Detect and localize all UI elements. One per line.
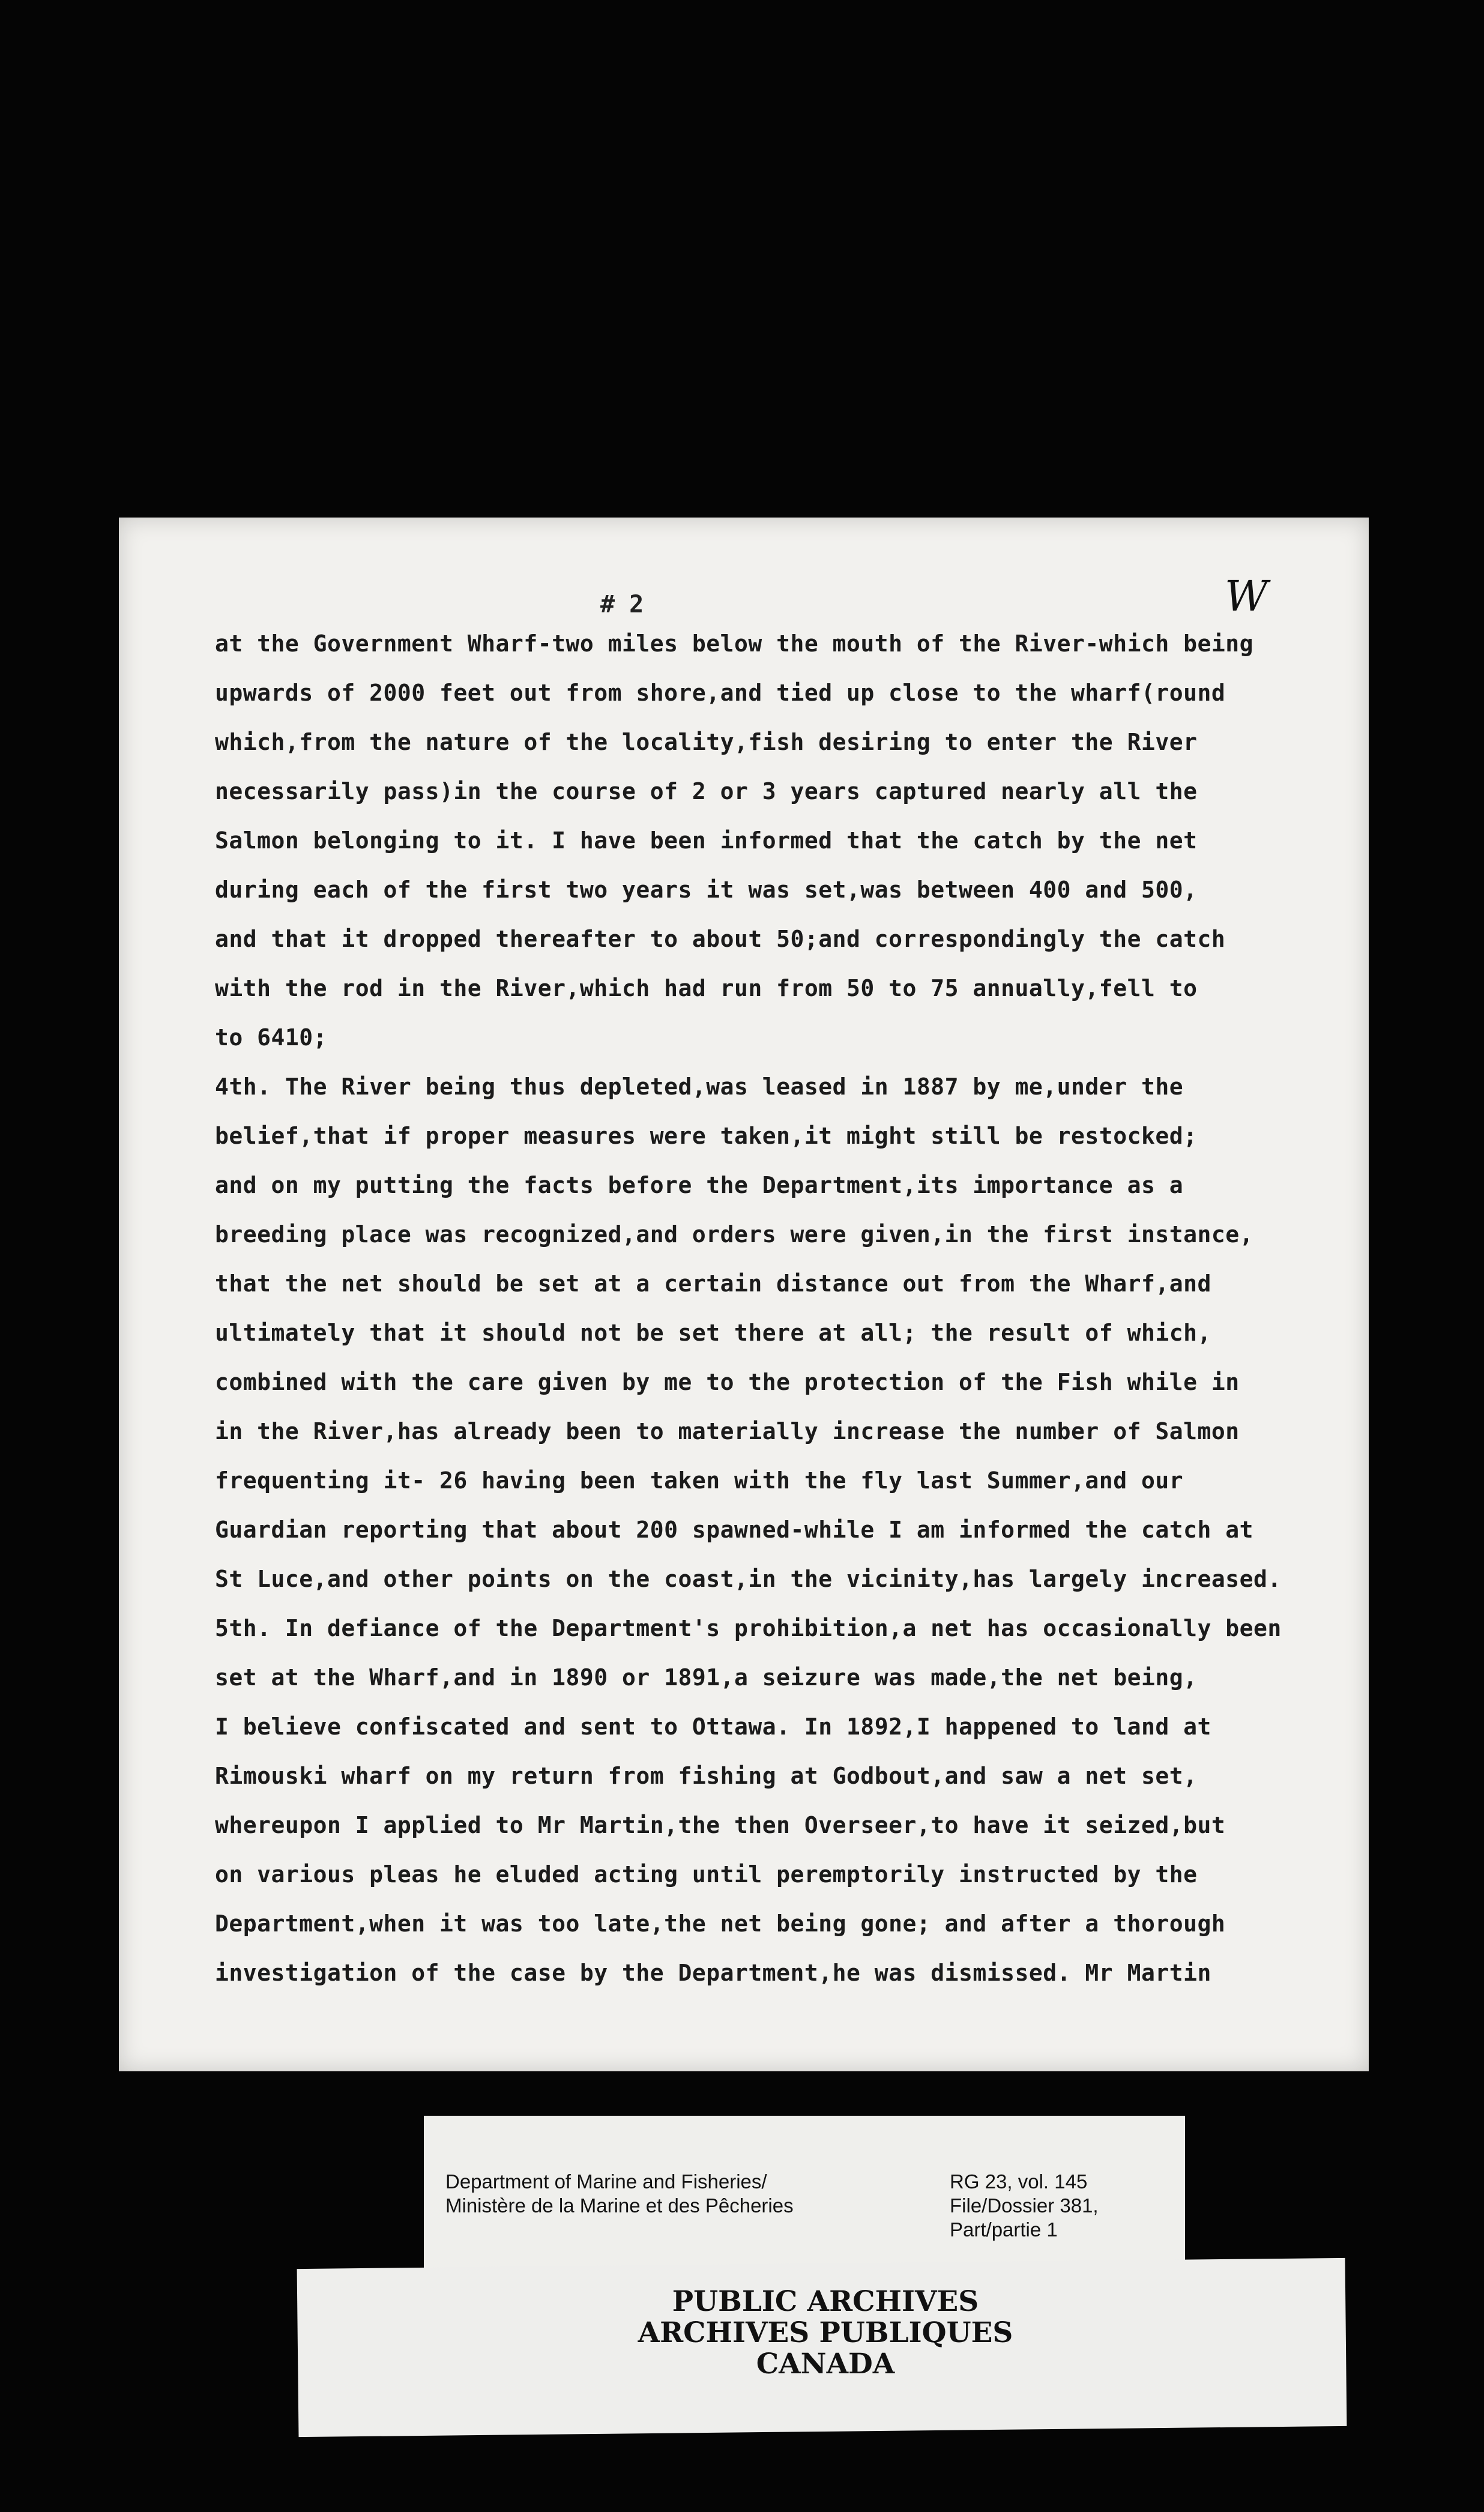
stamp-line-country: CANADA <box>756 2347 895 2381</box>
text-line: with the rod in the River,which had run from 50 to 75 annually,fell to <box>215 975 1198 1001</box>
reference-file: File/Dossier 381, <box>950 2194 1099 2217</box>
text-line: Guardian reporting that about 200 spawned-while I am informed the catch at <box>215 1517 1253 1543</box>
text-line: St Luce,and other points on the coast,in the vicinity,has largely increased. <box>215 1566 1282 1592</box>
text-line: I believe confiscated and sent to Ottawa. In 1892,I happened to land at <box>215 1713 1211 1740</box>
archive-department <box>445 2170 794 2218</box>
text-line: necessarily pass)in the course of 2 or 3 years captured nearly all the <box>215 778 1198 805</box>
text-line: on various pleas he eluded acting until peremptorily instructed by the <box>215 1861 1198 1888</box>
page-number: # 2 <box>600 591 644 618</box>
reference-part: Part/partie 1 <box>950 2218 1058 2241</box>
text-line: in the River,has already been to materially increase the number of Salmon <box>215 1418 1240 1445</box>
handwritten-corner-mark: W <box>1225 572 1268 621</box>
department-line-fr: Ministère de la Marine et des Pêcheries <box>445 2194 794 2217</box>
text-line: set at the Wharf,and in 1890 or 1891,a seizure was made,the net being, <box>215 1664 1198 1691</box>
reference-volume: RG 23, vol. 145 <box>950 2170 1088 2193</box>
text-line: which,from the nature of the locality,fish desiring to enter the River <box>215 729 1198 755</box>
stamp-line-fr: ARCHIVES PUBLIQUES <box>638 2316 1013 2349</box>
text-line: upwards of 2000 feet out from shore,and tied up close to the wharf(round <box>215 680 1226 706</box>
text-line: at the Government Wharf-two miles below the mouth of the River-which being <box>215 630 1253 657</box>
text-line: Department,when it was too late,the net being gone; and after a thorough <box>215 1910 1226 1937</box>
text-line: breeding place was recognized,and orders were given,in the first instance, <box>215 1221 1253 1248</box>
archives-stamp <box>420 2286 1231 2380</box>
text-line: to 6410; <box>215 1024 328 1051</box>
archive-reference <box>950 2170 1099 2242</box>
text-line: Salmon belonging to it. I have been informed that the catch by the net <box>215 827 1198 854</box>
text-line: Rimouski wharf on my return from fishing at Godbout,and saw a net set, <box>215 1763 1198 1789</box>
text-line: combined with the care given by me to the protection of the Fish while in <box>215 1369 1240 1395</box>
text-line: 5th. In defiance of the Department's prohibition,a net has occasionally been <box>215 1615 1282 1641</box>
text-line: and on my putting the facts before the Department,its importance as a <box>215 1172 1184 1198</box>
text-line: during each of the first two years it was set,was between 400 and 500, <box>215 877 1198 903</box>
stamp-line-en: PUBLIC ARCHIVES <box>672 2285 979 2318</box>
text-line: and that it dropped thereafter to about 50;and correspondingly the catch <box>215 926 1226 952</box>
text-line: 4th. The River being thus depleted,was leased in 1887 by me,under the <box>215 1073 1184 1100</box>
text-line: ultimately that it should not be set there at all; the result of which, <box>215 1320 1211 1346</box>
text-line: whereupon I applied to Mr Martin,the then Overseer,to have it seized,but <box>215 1812 1226 1838</box>
text-line: investigation of the case by the Department,he was dismissed. Mr Martin <box>215 1960 1211 1986</box>
text-line: belief,that if proper measures were taken,it might still be restocked; <box>215 1123 1198 1149</box>
text-line: that the net should be set at a certain distance out from the Wharf,and <box>215 1270 1211 1297</box>
text-line: frequenting it- 26 having been taken with the fly last Summer,and our <box>215 1467 1184 1494</box>
department-line-en: Department of Marine and Fisheries/ <box>445 2170 767 2193</box>
